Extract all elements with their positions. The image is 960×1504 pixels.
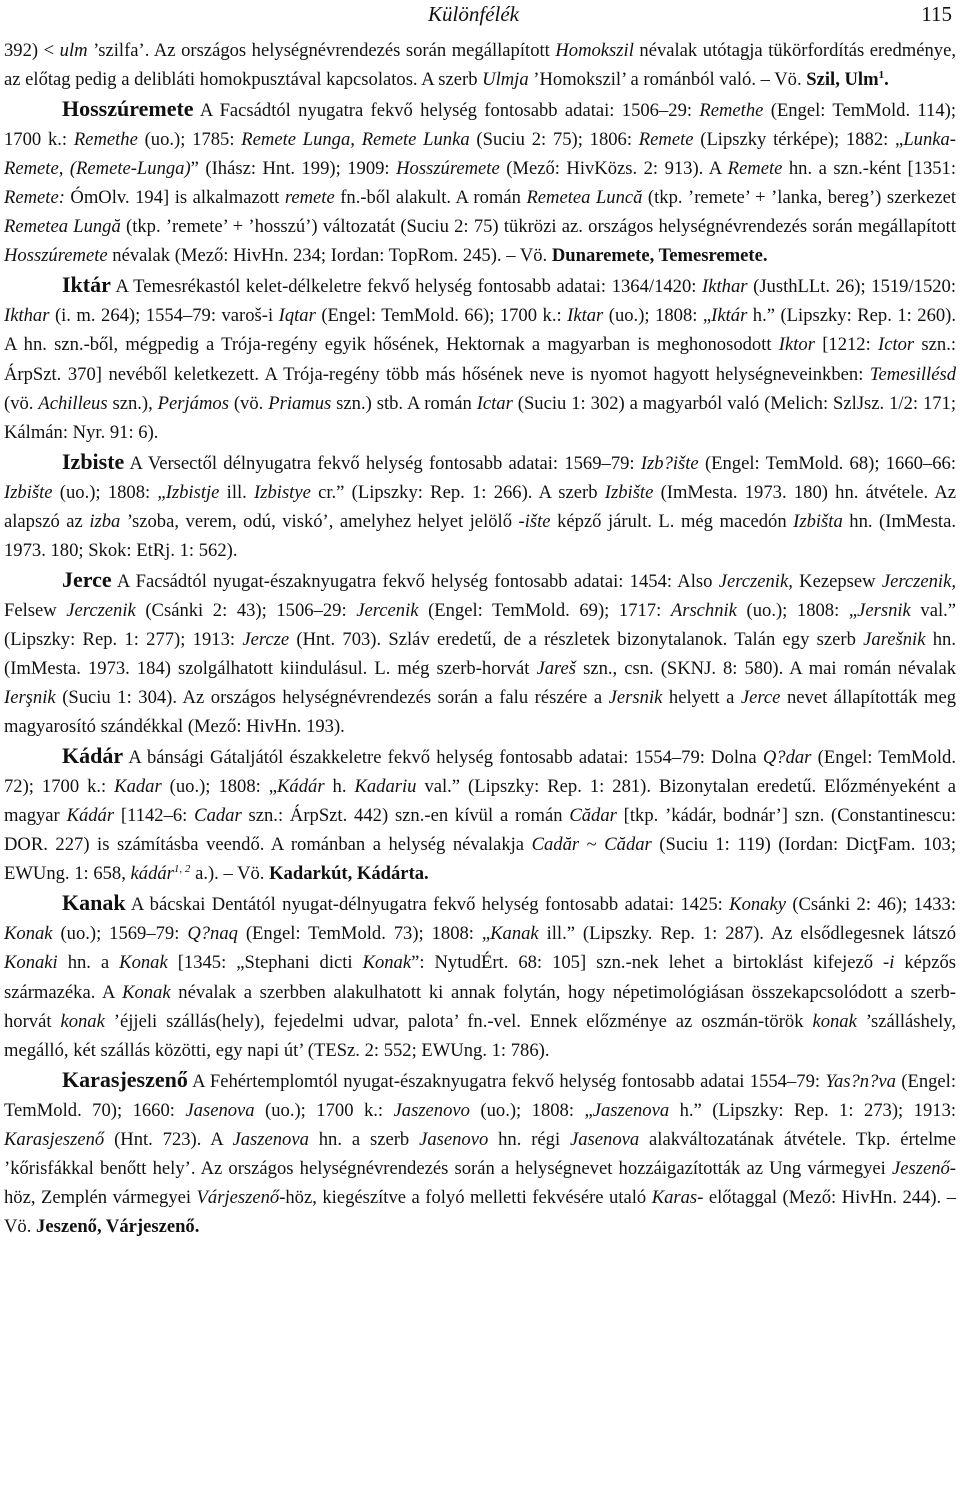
text-run: szn.: ÁrpSzt. 442) szn.-en kívül a román xyxy=(241,805,570,827)
text-run: A Facsádtól nyugatra fekvő helység fontosabb adatai: 1506–29: xyxy=(193,100,700,122)
text-run: (JusthLLt. 26); 1519/1520: xyxy=(747,276,956,298)
text-run: -höz, Zemplén vármegyei xyxy=(4,1157,956,1208)
text-run: szn.) stb. A román xyxy=(331,392,477,414)
text-run: (Suciu 1: 302) a magyarból való (Melich: SzlJsz. 1/2: 171; Kálmán: Nyr. 91: 6). xyxy=(4,392,957,443)
text-run: hn. régi xyxy=(488,1128,570,1150)
text-run: hn. a xyxy=(57,952,120,974)
text-run: Remethe xyxy=(699,100,764,122)
text-run: Iktar xyxy=(567,305,604,327)
text-run: 1, 2 xyxy=(173,863,191,876)
text-run: szn., csn. (SKNJ. 8: 580). A mai román névalak xyxy=(576,657,956,679)
text-run: A Versectől délnyugatra fekvő helység fontosabb adatai: 1569–79: xyxy=(124,452,641,474)
text-run: Jareš xyxy=(536,657,577,679)
text-run: ill.” (Lipszky. Rep. 1: 287). Az elsődlegesnek látszó xyxy=(538,923,956,945)
text-run: Jerczenik xyxy=(66,599,136,621)
text-run: hn. a szn.-ként [1351: xyxy=(782,158,957,180)
text-run: kádár xyxy=(130,863,174,885)
text-run: helyett a xyxy=(662,687,741,709)
text-run: (Suciu 1: 119) (Iordan: DicţFam. 103; EWUng. 1: 658, xyxy=(4,834,957,885)
text-run: (ImMesta. 1973. 180) hn. átvétele. Az alapszó az xyxy=(4,481,957,532)
text-run: ulm xyxy=(59,40,88,61)
text-run: (Engel: TemMold. 69); 1717: xyxy=(418,599,671,621)
text-run: Remetea Lungă xyxy=(4,216,121,238)
text-run: h.” (Lipszky: Rep. 1: 260). A hn. szn.-ből, mégpedig a Trója-regény egyik hősének, Hektornak a magyarban is meghonosodott xyxy=(4,305,957,356)
entry-hosszuremete xyxy=(4,94,956,270)
text-run: Szil, Ulm xyxy=(806,69,879,91)
text-run: képző járult. L. még macedón xyxy=(550,510,794,532)
text-run: Ictor xyxy=(878,334,915,356)
text-run: val.” (Lipszky: Rep. 1: 277); 1913: xyxy=(4,599,957,650)
text-run: Jercze xyxy=(242,628,290,650)
text-run: hn. a szerb xyxy=(308,1128,420,1150)
text-run: fn.-ből alakult. A román xyxy=(334,187,527,209)
text-run: Kezepsew xyxy=(792,570,882,592)
text-run: (uo.); 1700 k.: xyxy=(254,1099,394,1121)
text-run: (Lipszky térképe); 1882: „ xyxy=(693,129,904,151)
text-run: hn. (ImMesta. 1973. 180; Skok: EtRj. 1: 562). xyxy=(4,510,956,561)
text-run: A bánsági Gátaljától északkeletre fekvő helység fontosabb adatai: 1554–79: Dolna xyxy=(123,747,763,769)
text-run: (Csánki 2: 46); 1433: xyxy=(785,894,956,916)
text-run: Jersnik xyxy=(857,599,911,621)
text-run: (tkp. ’remete’ + ’lanka, bereg’) szerkezet xyxy=(642,187,957,209)
text-run: Jaszenova xyxy=(232,1128,309,1150)
text-run: Konak xyxy=(362,952,412,974)
text-run: ill. xyxy=(219,481,255,503)
text-run: -ište xyxy=(518,510,551,532)
headword: Kanak xyxy=(62,890,126,916)
page-header xyxy=(0,0,960,36)
entry-karasjeszeno xyxy=(4,1065,956,1241)
text-run: Jasenova xyxy=(569,1128,640,1150)
text-run: előtaggal (Mező: HivHn. 244). – Vö. xyxy=(4,1186,956,1237)
text-run: 1 xyxy=(878,68,885,81)
text-run: hn. (ImMesta. 1973. 184) szolgálhatott kiindulásul. L. még szerb-horvát xyxy=(4,628,957,679)
text-run: (vö. xyxy=(4,392,39,414)
text-run: ~ xyxy=(579,834,605,856)
text-run: . xyxy=(884,69,889,91)
text-run: konak xyxy=(60,1010,105,1032)
text-run: Konak xyxy=(4,923,53,945)
text-run: Remethe xyxy=(73,129,138,151)
text-run: (uo.); 1808: „ xyxy=(161,776,278,798)
text-run: (uo.); 1808: „ xyxy=(603,305,712,327)
text-run: A Temesrékastól kelet-délkeletre fekvő helység fontosabb adatai: 1364/1420: xyxy=(110,276,703,298)
text-run: 392) < xyxy=(4,40,60,61)
text-run: Felsew xyxy=(4,599,67,621)
text-run: Izb?ište xyxy=(640,452,699,474)
text-run: Remetea Luncă xyxy=(526,187,643,209)
text-run: (uo.); 1785: xyxy=(137,129,242,151)
text-run: Cadar xyxy=(194,805,242,827)
text-run: (Hnt. 723). A xyxy=(104,1128,233,1150)
text-run: Kadarkút, Kádárta. xyxy=(269,863,429,885)
text-run: (Suciu 2: 75); 1806: xyxy=(469,129,639,151)
text-run: (Mező: HivKözs. 2: 913). A xyxy=(499,158,728,180)
text-run: izba xyxy=(89,510,121,532)
text-run: konak xyxy=(812,1010,857,1032)
text-run: (uo.); 1808: „ xyxy=(736,599,858,621)
text-run: nevet állapították meg magyarosító szándékkal (Mező: HivHn. 193). xyxy=(4,687,957,738)
text-run: Priamus xyxy=(268,392,332,414)
text-run: Ictar xyxy=(476,392,513,414)
headword: Izbiste xyxy=(62,448,125,474)
text-run: Jerczenik, xyxy=(881,570,957,592)
text-run: Jersnik xyxy=(608,687,663,709)
text-run: (Engel: TemMold. 114); 1700 k.: xyxy=(4,100,956,151)
text-run: Remete xyxy=(638,129,694,151)
text-run: Jercenik xyxy=(356,599,419,621)
text-run: (vö. xyxy=(228,392,269,414)
text-run: h.” (Lipszky: Rep. 1: 273); 1913: xyxy=(669,1099,957,1121)
text-run: Achilleus xyxy=(38,392,108,414)
text-run: névalak (Mező: HivHn. 234; Iordan: TopRom. 245). – Vö. xyxy=(107,245,552,267)
entry-kadar xyxy=(4,741,956,888)
text-run: (Engel: TemMold. 72); 1700 k.: xyxy=(4,747,956,798)
text-run: -i xyxy=(883,952,895,974)
headword: Iktár xyxy=(62,272,111,298)
text-run: Karasjeszenő xyxy=(4,1128,105,1150)
text-run: Konaki xyxy=(4,952,58,974)
text-run: [1212: xyxy=(814,334,878,356)
text-run: Hosszúremete xyxy=(396,158,500,180)
text-run: Konaky xyxy=(729,894,786,916)
running-title: Különfélék xyxy=(428,2,519,26)
text-run: Jerce xyxy=(740,687,781,709)
text-run: Izbište xyxy=(604,481,654,503)
text-run: ” (Ihász: Hnt. 199); 1909: xyxy=(190,158,397,180)
text-run: ÓmOlv. 194] is alkalmazott xyxy=(64,187,285,209)
text-run: h. xyxy=(324,776,355,798)
text-run: Jasenovo xyxy=(419,1128,489,1150)
text-run: Arschnik xyxy=(670,599,737,621)
text-body xyxy=(4,36,956,1241)
text-run: Jeszenő xyxy=(891,1157,950,1179)
text-run: A Facsádtól nyugat-északnyugatra fekvő helység fontosabb adatai: 1454: Also xyxy=(111,570,719,592)
text-run: Remete xyxy=(727,158,783,180)
text-run: névalak utótagja tükörfordítás eredménye, az előtag pedig a delibláti homokpusztával kapcsolatos. A szerb xyxy=(4,40,956,91)
headword: Hosszúremete xyxy=(62,96,194,122)
text-run: (Engel: TemMold. 66); 1700 k.: xyxy=(315,305,568,327)
text-run: Remete: xyxy=(4,187,65,209)
text-run: Jeszenő, Várjeszenő. xyxy=(36,1215,200,1237)
text-run: Konak xyxy=(119,952,168,974)
text-run: [1142–6: xyxy=(114,805,195,827)
text-run: (tkp. ’remete’ + ’hosszú’) változatát (Suciu 2: 75) tükrözi az. országos helységnévrendezés során megállapított xyxy=(120,216,956,238)
text-run: Q?naq xyxy=(187,923,238,945)
text-run: Izbistje xyxy=(165,481,220,503)
text-run: Cădar xyxy=(569,805,617,827)
text-run: cr.” (Lipszky: Rep. 1: 266). A szerb xyxy=(310,481,605,503)
text-run: Yas?n?va xyxy=(825,1070,896,1092)
text-run: -höz, kiegészítve a folyó melletti fekvésére utaló xyxy=(279,1186,652,1208)
text-run: névalak a szerbben alakulhatott ki annak folytán, hogy népetimológiásan összekapcsolódott a szerb-horvát xyxy=(4,981,956,1032)
text-run: A bácskai Dentától nyugat-délnyugatra fekvő helység fontosabb adatai: 1425: xyxy=(125,894,730,916)
text-run: [1345: „Stephani dicti xyxy=(167,952,363,974)
text-run: Remete Lunga, Remete Lunka xyxy=(241,129,470,151)
text-run: (Csánki 2: 43); 1506–29: xyxy=(135,599,357,621)
text-run: (Suciu 1: 304). Az országos helységnévrendezés során a falu részére a xyxy=(55,687,609,709)
text-run: Iktor xyxy=(778,334,815,356)
text-run: szn.), xyxy=(107,392,158,414)
text-run: Ulmja xyxy=(482,69,529,91)
text-run: (uo.); 1808: „ xyxy=(52,481,166,503)
text-run: (uo.); 1569–79: xyxy=(52,923,188,945)
text-run: (Engel: TemMold. 68); 1660–66: xyxy=(698,452,956,474)
text-run: Jarešnik xyxy=(863,628,926,650)
text-run: (Engel: TemMold. 70); 1660: xyxy=(4,1070,956,1121)
text-run: Izbišta xyxy=(793,510,843,532)
text-run: Q?dar xyxy=(762,747,812,769)
entry-intro xyxy=(4,36,956,94)
entry-kanak xyxy=(4,888,956,1064)
page-number: 115 xyxy=(921,2,952,26)
text-run: Hosszúremete xyxy=(4,245,108,267)
text-run: (uo.); 1808: „ xyxy=(469,1099,593,1121)
text-run: Jerczenik, xyxy=(718,570,793,592)
text-run: Kádár xyxy=(277,776,325,798)
text-run: Ikthar xyxy=(702,276,748,298)
text-run: szn.: ÁrpSzt. 370] nevéből keletkezett. A Trója-regény több más hősének neve is nyomot hagyott helységneveinkben: xyxy=(4,334,957,385)
headword: Jerce xyxy=(62,566,112,592)
text-run: Dunaremete, Temesremete. xyxy=(551,245,768,267)
text-run: Kanak xyxy=(490,923,539,945)
text-run: ’szálláshely, megálló, két szállás közötti, egy napi út’ (TESz. 2: 552; EWUng. 1: 786). xyxy=(4,1010,956,1061)
text-run: Perjámos xyxy=(157,392,229,414)
text-run: Karas- xyxy=(651,1186,704,1208)
text-run: Várjeszenő xyxy=(196,1186,280,1208)
text-run: Ikthar xyxy=(4,305,50,327)
text-run: (Hnt. 703). Szláv eredetű, de a részletek bizonytalanok. Talán egy szerb xyxy=(289,628,864,650)
text-run: A Fehértemplomtól nyugat-északnyugatra fekvő helység fontosabb adatai 1554–79: xyxy=(187,1070,826,1092)
text-run: Homokszil xyxy=(555,40,634,61)
text-run: alakváltozatának átvétele. Tkp. értelme ’kőrisfákkal benőtt hely’. Az országos helységnévrendezés során a helységnevet hozzáigazították az Ung vármegyei xyxy=(4,1128,956,1179)
text-run: Jasenova xyxy=(185,1099,255,1121)
entry-iktar xyxy=(4,270,956,446)
text-run: Lunka-Remete, (Remete-Lunga) xyxy=(4,129,956,180)
headword: Kádár xyxy=(62,743,124,769)
text-run: Izbistye xyxy=(254,481,311,503)
text-run: Cadăr xyxy=(531,834,580,856)
text-run: Izbište xyxy=(4,481,53,503)
text-run: ’szoba, verem, odú, viskó’, amelyhez helyet jelölő xyxy=(120,510,519,532)
text-run: (Engel: TemMold. 73); 1808: „ xyxy=(237,923,491,945)
text-run: Temesillésd xyxy=(869,363,956,385)
text-run: Jaszenova xyxy=(592,1099,670,1121)
text-run: val.” (Lipszky: Rep. 1: 281). Bizonytalan eredetű. Előzményeként a magyar xyxy=(4,776,957,827)
entry-jerce xyxy=(4,565,956,741)
text-run: Kádár xyxy=(66,805,115,827)
text-run: ’szilfa’. Az országos helységnévrendezés során megállapított xyxy=(87,40,556,61)
text-run: képzős származéka. A xyxy=(4,952,957,1003)
text-run: Kadar xyxy=(114,776,162,798)
text-run: [tkp. ’kádár, bodnár’] szn. (Constantinescu: DOR. 227) is számításba veendő. A románban a helység névalakja xyxy=(4,805,956,856)
headword: Karasjeszenő xyxy=(62,1066,188,1092)
text-run: ’Homokszil’ a románból való. – Vö. xyxy=(528,69,807,91)
text-run: Cădar xyxy=(604,834,652,856)
text-run: ’éjjeli szállás(hely), fejedelmi udvar, palota’ fn.-vel. Ennek előzménye az oszmán-török xyxy=(104,1010,813,1032)
text-run: remete xyxy=(284,187,335,209)
entry-izbiste xyxy=(4,447,956,565)
text-run: Jaszenovo xyxy=(393,1099,470,1121)
text-run: a.). – Vö. xyxy=(190,863,270,885)
text-run: Ierşnik xyxy=(4,687,56,709)
text-run: Iqtar xyxy=(278,305,316,327)
text-run: Konak xyxy=(122,981,171,1003)
text-run: ”: NytudÉrt. 68: 105] szn.-nek lehet a birtoklást kifejező xyxy=(411,952,884,974)
text-run: (i. m. 264); 1554–79: varoš-i xyxy=(49,305,279,327)
text-run: Iktár xyxy=(711,305,748,327)
text-run: Kadariu xyxy=(354,776,417,798)
